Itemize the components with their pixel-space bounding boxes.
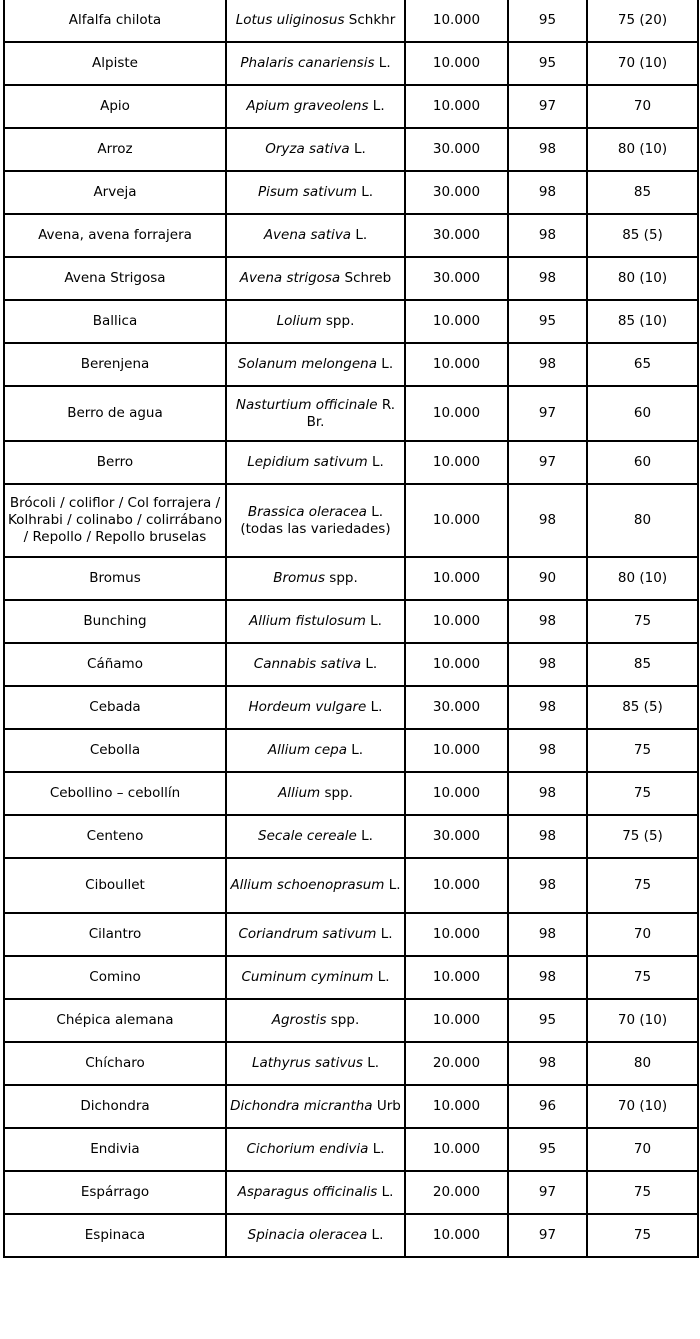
scientific-name-cell xyxy=(226,1042,405,1085)
author-abbrev: R. Br. xyxy=(306,396,396,430)
germination-cell: 75 xyxy=(587,772,698,815)
author-abbrev: L. xyxy=(368,1141,385,1157)
common-name-cell: Cáñamo xyxy=(4,643,226,686)
sample-weight-cell: 20.000 xyxy=(405,1171,508,1214)
author-abbrev: spp. xyxy=(325,570,358,586)
scientific-name-cell xyxy=(226,42,405,85)
sample-weight-cell: 30.000 xyxy=(405,214,508,257)
scientific-name: Hordeum vulgare xyxy=(248,699,367,715)
scientific-name-cell xyxy=(226,171,405,214)
scientific-name: Bromus xyxy=(273,570,326,586)
sample-weight-cell: 10.000 xyxy=(405,729,508,772)
scientific-name-cell xyxy=(226,686,405,729)
common-name-cell: Ballica xyxy=(4,300,226,343)
author-abbrev: Schreb xyxy=(340,270,392,286)
table-row xyxy=(4,128,698,171)
scientific-name-cell xyxy=(226,257,405,300)
germination-cell: 85 xyxy=(587,171,698,214)
sample-weight-cell: 10.000 xyxy=(405,0,508,42)
scientific-name: Oryza sativa xyxy=(265,141,350,157)
table-row xyxy=(4,956,698,999)
scientific-name-cell xyxy=(226,85,405,128)
scientific-name: Secale cereale xyxy=(258,828,357,844)
scientific-name-cell xyxy=(226,128,405,171)
table-row xyxy=(4,643,698,686)
author-abbrev: L. xyxy=(377,1184,394,1200)
germination-cell: 75 (5) xyxy=(587,815,698,858)
scientific-name: Agrostis xyxy=(271,1012,327,1028)
table-row xyxy=(4,441,698,484)
germination-cell: 80 (10) xyxy=(587,557,698,600)
scientific-name: Avena sativa xyxy=(263,227,352,243)
purity-cell: 98 xyxy=(508,729,587,772)
purity-cell: 97 xyxy=(508,1214,587,1257)
common-name-cell: Cebada xyxy=(4,686,226,729)
purity-cell: 95 xyxy=(508,42,587,85)
scientific-name: Solanum melongena xyxy=(237,356,378,372)
purity-cell: 95 xyxy=(508,1128,587,1171)
table-row xyxy=(4,999,698,1042)
common-name-cell: Ciboullet xyxy=(4,858,226,913)
scientific-name: Lolium xyxy=(276,313,322,329)
author-abbrev: L. xyxy=(349,141,366,157)
common-name-cell: Cebolla xyxy=(4,729,226,772)
germination-cell: 75 (20) xyxy=(587,0,698,42)
scientific-name-cell xyxy=(226,1085,405,1128)
scientific-name: Lotus uliginosus xyxy=(235,12,345,28)
author-abbrev: L. xyxy=(366,699,383,715)
scientific-name: Cannabis sativa xyxy=(253,656,362,672)
table-row xyxy=(4,557,698,600)
scientific-name: Brassica oleracea xyxy=(247,503,367,520)
author-abbrev: L. xyxy=(384,877,401,893)
germination-cell: 80 (10) xyxy=(587,257,698,300)
table-row xyxy=(4,600,698,643)
author-abbrev: L. xyxy=(356,184,374,200)
common-name-cell: Apio xyxy=(4,85,226,128)
scientific-name-cell xyxy=(226,484,405,557)
purity-cell: 98 xyxy=(508,913,587,956)
common-name-cell: Cebollino – cebollín xyxy=(4,772,226,815)
purity-cell: 97 xyxy=(508,85,587,128)
germination-cell: 75 xyxy=(587,1171,698,1214)
common-name-cell: Chícharo xyxy=(4,1042,226,1085)
sample-weight-cell: 10.000 xyxy=(405,85,508,128)
purity-cell: 95 xyxy=(508,999,587,1042)
purity-cell: 98 xyxy=(508,858,587,913)
scientific-name-cell xyxy=(226,643,405,686)
common-name-cell: Berro xyxy=(4,441,226,484)
sample-weight-cell: 10.000 xyxy=(405,858,508,913)
sample-weight-cell: 10.000 xyxy=(405,386,508,441)
germination-cell: 80 xyxy=(587,484,698,557)
sample-weight-cell: 10.000 xyxy=(405,643,508,686)
scientific-name: Dichondra micrantha xyxy=(230,1098,373,1114)
common-name-cell: Avena, avena forrajera xyxy=(4,214,226,257)
scientific-name-cell xyxy=(226,300,405,343)
purity-cell: 98 xyxy=(508,643,587,686)
purity-cell: 98 xyxy=(508,343,587,386)
purity-cell: 98 xyxy=(508,815,587,858)
germination-cell: 85 (5) xyxy=(587,686,698,729)
scientific-name-cell xyxy=(226,815,405,858)
sample-weight-cell: 10.000 xyxy=(405,913,508,956)
purity-cell: 97 xyxy=(508,386,587,441)
scientific-name: Lathyrus sativus xyxy=(251,1055,363,1071)
table-row xyxy=(4,1042,698,1085)
common-name-cell: Arroz xyxy=(4,128,226,171)
sample-weight-cell: 10.000 xyxy=(405,343,508,386)
common-name-cell: Alfalfa chilota xyxy=(4,0,226,42)
scientific-name-cell xyxy=(226,999,405,1042)
sample-weight-cell: 30.000 xyxy=(405,171,508,214)
sample-weight-cell: 10.000 xyxy=(405,772,508,815)
table-row xyxy=(4,913,698,956)
purity-cell: 98 xyxy=(508,484,587,557)
common-name-cell: Endivia xyxy=(4,1128,226,1171)
scientific-name-cell xyxy=(226,772,405,815)
sample-weight-cell: 10.000 xyxy=(405,441,508,484)
common-name-cell: Cilantro xyxy=(4,913,226,956)
table-row xyxy=(4,386,698,441)
scientific-name-cell xyxy=(226,557,405,600)
scientific-name-cell xyxy=(226,1128,405,1171)
author-abbrev: spp. xyxy=(321,313,355,329)
scientific-name: Asparagus officinalis xyxy=(237,1184,378,1200)
germination-cell: 70 xyxy=(587,85,698,128)
purity-cell: 98 xyxy=(508,600,587,643)
species-table xyxy=(3,0,699,1258)
sample-weight-cell: 30.000 xyxy=(405,128,508,171)
scientific-name: Allium xyxy=(278,785,321,801)
germination-cell: 60 xyxy=(587,386,698,441)
common-name-cell: Bromus xyxy=(4,557,226,600)
common-name-cell: Alpiste xyxy=(4,42,226,85)
common-name-cell: Avena Strigosa xyxy=(4,257,226,300)
scientific-name: Pisum sativum xyxy=(257,184,357,200)
author-abbrev: L. xyxy=(361,656,378,672)
sample-weight-cell: 10.000 xyxy=(405,1128,508,1171)
author-abbrev: Urb xyxy=(372,1098,401,1114)
scientific-name: Nasturtium officinale xyxy=(235,396,378,413)
author-abbrev: L. (todas las variedades) xyxy=(240,503,391,537)
common-name-cell: Berro de agua xyxy=(4,386,226,441)
common-name-cell: Chépica alemana xyxy=(4,999,226,1042)
scientific-name-cell xyxy=(226,441,405,484)
scientific-name: Lepidium sativum xyxy=(247,454,368,470)
common-name-cell: Berenjena xyxy=(4,343,226,386)
table-row xyxy=(4,171,698,214)
table-row xyxy=(4,257,698,300)
author-abbrev: Schkhr xyxy=(344,12,396,28)
common-name-cell: Bunching xyxy=(4,600,226,643)
table-row xyxy=(4,343,698,386)
sample-weight-cell: 30.000 xyxy=(405,686,508,729)
sample-weight-cell: 10.000 xyxy=(405,600,508,643)
purity-cell: 95 xyxy=(508,0,587,42)
sample-weight-cell: 10.000 xyxy=(405,484,508,557)
table-row xyxy=(4,300,698,343)
scientific-name-cell xyxy=(226,1171,405,1214)
germination-cell: 75 xyxy=(587,600,698,643)
common-name-cell: Arveja xyxy=(4,171,226,214)
common-name-cell: Comino xyxy=(4,956,226,999)
table-row xyxy=(4,214,698,257)
germination-cell: 70 (10) xyxy=(587,42,698,85)
species-table-body xyxy=(4,0,698,1257)
purity-cell: 97 xyxy=(508,1171,587,1214)
scientific-name: Allium cepa xyxy=(267,742,347,758)
table-row xyxy=(4,686,698,729)
purity-cell: 98 xyxy=(508,1042,587,1085)
author-abbrev: L. xyxy=(351,227,368,243)
sample-weight-cell: 20.000 xyxy=(405,1042,508,1085)
author-abbrev: L. xyxy=(367,1227,384,1243)
table-row xyxy=(4,1214,698,1257)
table-row xyxy=(4,772,698,815)
scientific-name-cell xyxy=(226,600,405,643)
germination-cell: 65 xyxy=(587,343,698,386)
table-row xyxy=(4,729,698,772)
purity-cell: 90 xyxy=(508,557,587,600)
germination-cell: 75 xyxy=(587,858,698,913)
germination-cell: 70 xyxy=(587,1128,698,1171)
author-abbrev: L. xyxy=(362,1055,380,1071)
author-abbrev: L. xyxy=(373,969,390,985)
table-row xyxy=(4,815,698,858)
germination-cell: 75 xyxy=(587,956,698,999)
scientific-name-cell xyxy=(226,729,405,772)
table-row xyxy=(4,1128,698,1171)
germination-cell: 80 xyxy=(587,1042,698,1085)
purity-cell: 95 xyxy=(508,300,587,343)
purity-cell: 97 xyxy=(508,441,587,484)
germination-cell: 70 (10) xyxy=(587,999,698,1042)
purity-cell: 98 xyxy=(508,214,587,257)
sample-weight-cell: 10.000 xyxy=(405,999,508,1042)
scientific-name: Allium schoenoprasum xyxy=(230,877,385,893)
scientific-name-cell xyxy=(226,0,405,42)
scientific-name: Avena strigosa xyxy=(239,270,341,286)
table-row xyxy=(4,85,698,128)
sample-weight-cell: 10.000 xyxy=(405,42,508,85)
common-name-cell: Dichondra xyxy=(4,1085,226,1128)
scientific-name: Spinacia oleracea xyxy=(247,1227,368,1243)
scientific-name-cell xyxy=(226,1214,405,1257)
scientific-name-cell xyxy=(226,214,405,257)
sample-weight-cell: 10.000 xyxy=(405,1214,508,1257)
author-abbrev: L. xyxy=(368,98,385,114)
common-name-cell: Espinaca xyxy=(4,1214,226,1257)
table-row xyxy=(4,858,698,913)
sample-weight-cell: 10.000 xyxy=(405,956,508,999)
scientific-name: Apium graveolens xyxy=(246,98,369,114)
germination-cell: 75 xyxy=(587,1214,698,1257)
scientific-name: Coriandrum sativum xyxy=(238,926,377,942)
germination-cell: 85 xyxy=(587,643,698,686)
scientific-name-cell xyxy=(226,956,405,999)
purity-cell: 98 xyxy=(508,686,587,729)
common-name-cell: Espárrago xyxy=(4,1171,226,1214)
common-name-cell: Centeno xyxy=(4,815,226,858)
author-abbrev: L. xyxy=(356,828,373,844)
sample-weight-cell: 10.000 xyxy=(405,300,508,343)
author-abbrev: spp. xyxy=(320,785,353,801)
germination-cell: 80 (10) xyxy=(587,128,698,171)
common-name-cell: Brócoli / coliflor / Col forrajera / Kolhrabi / colinabo / colirrábano / Repollo / Repollo bruselas xyxy=(4,484,226,557)
table-row xyxy=(4,42,698,85)
author-abbrev: L. xyxy=(376,926,393,942)
table-row xyxy=(4,0,698,42)
sample-weight-cell: 10.000 xyxy=(405,1085,508,1128)
sample-weight-cell: 30.000 xyxy=(405,815,508,858)
purity-cell: 96 xyxy=(508,1085,587,1128)
purity-cell: 98 xyxy=(508,128,587,171)
scientific-name-cell xyxy=(226,343,405,386)
scientific-name: Cuminum cyminum xyxy=(241,969,374,985)
scientific-name-cell xyxy=(226,858,405,913)
author-abbrev: L. xyxy=(367,454,384,470)
author-abbrev: L. xyxy=(377,356,394,372)
author-abbrev: L. xyxy=(346,742,364,758)
author-abbrev: spp. xyxy=(326,1012,360,1028)
table-row xyxy=(4,484,698,557)
purity-cell: 98 xyxy=(508,772,587,815)
germination-cell: 60 xyxy=(587,441,698,484)
germination-cell: 85 (5) xyxy=(587,214,698,257)
purity-cell: 98 xyxy=(508,171,587,214)
table-row xyxy=(4,1085,698,1128)
purity-cell: 98 xyxy=(508,257,587,300)
scientific-name-cell xyxy=(226,386,405,441)
scientific-name: Phalaris canariensis xyxy=(240,55,375,71)
germination-cell: 75 xyxy=(587,729,698,772)
scientific-name: Allium fistulosum xyxy=(249,613,366,629)
germination-cell: 70 (10) xyxy=(587,1085,698,1128)
scientific-name-cell xyxy=(226,913,405,956)
sample-weight-cell: 10.000 xyxy=(405,557,508,600)
sample-weight-cell: 30.000 xyxy=(405,257,508,300)
purity-cell: 98 xyxy=(508,956,587,999)
table-row xyxy=(4,1171,698,1214)
author-abbrev: L. xyxy=(374,55,391,71)
scientific-name: Cichorium endivia xyxy=(246,1141,369,1157)
author-abbrev: L. xyxy=(365,613,382,629)
germination-cell: 85 (10) xyxy=(587,300,698,343)
germination-cell: 70 xyxy=(587,913,698,956)
